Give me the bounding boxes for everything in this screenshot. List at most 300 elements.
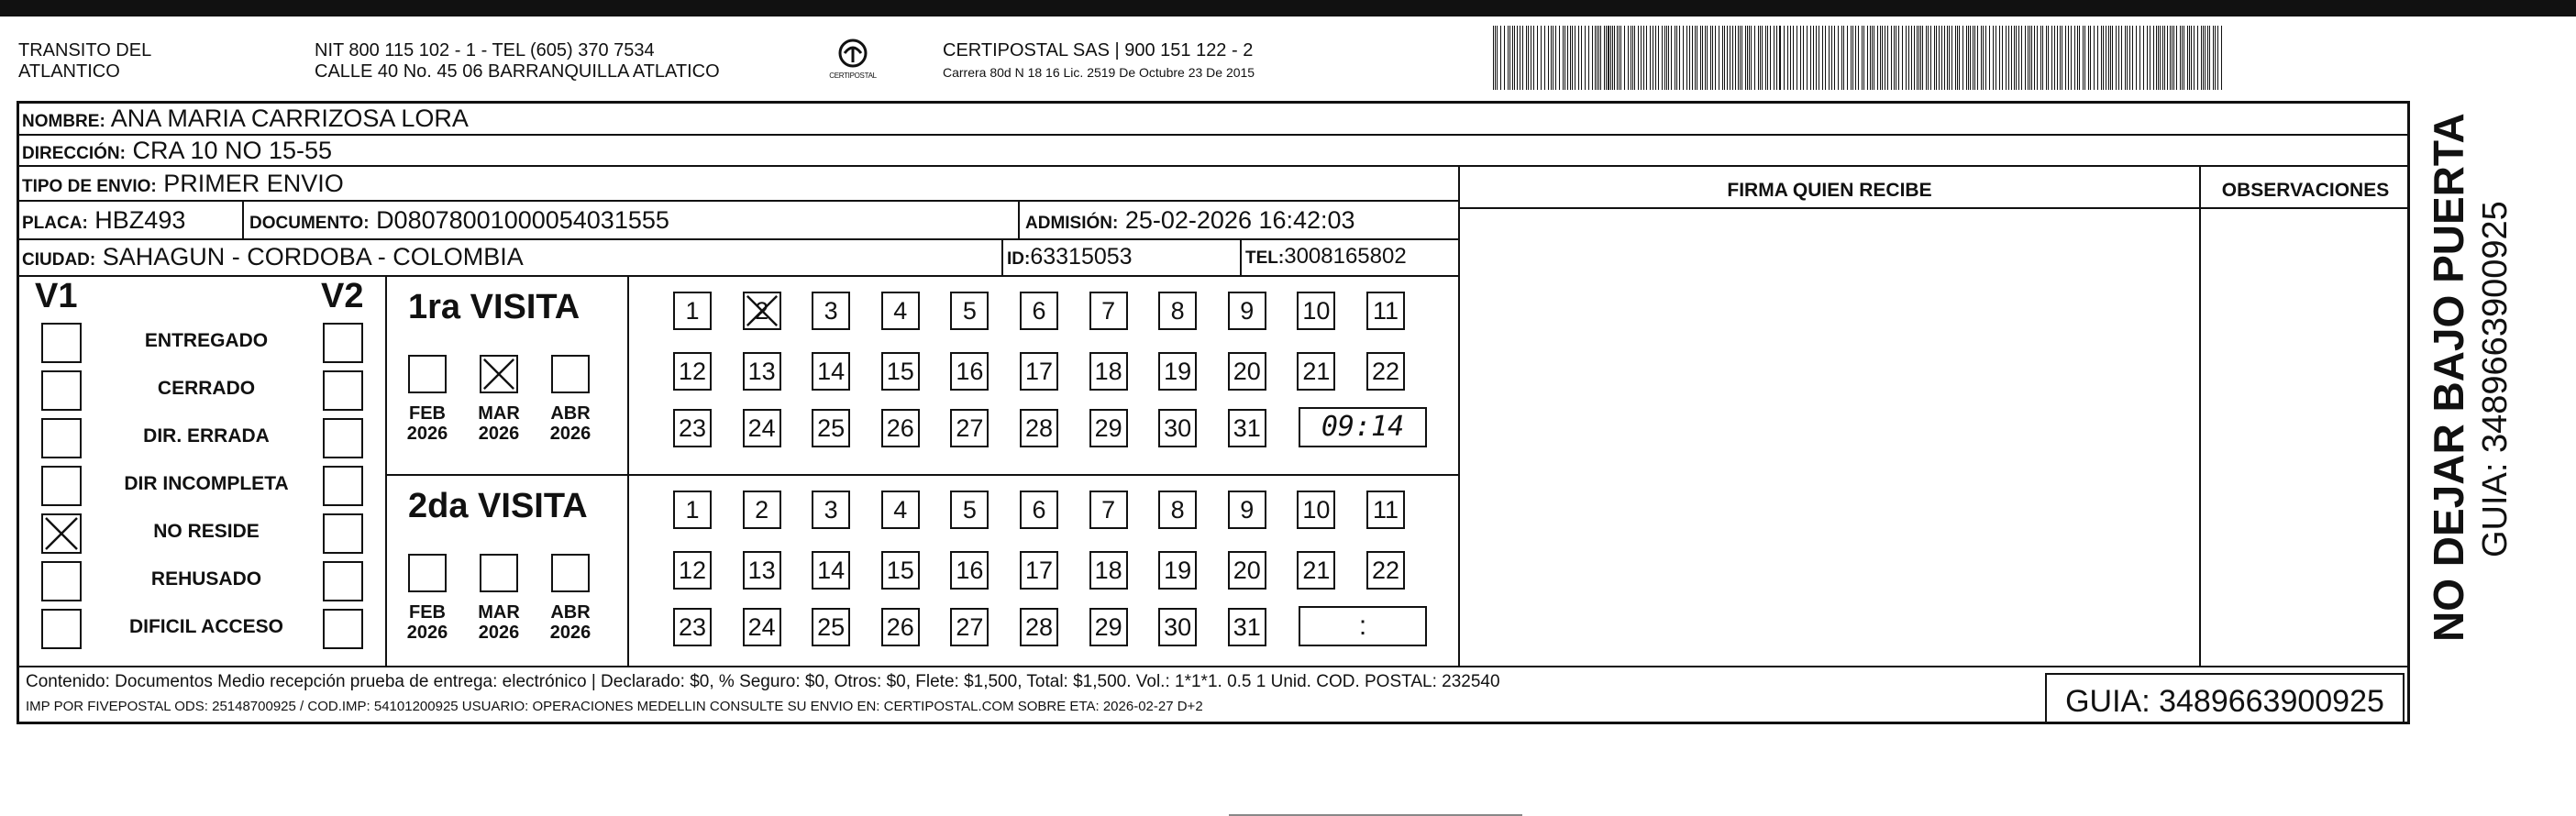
- barcode-bar: [2097, 26, 2098, 90]
- barcode-bar: [1957, 26, 1958, 90]
- barcode-bar: [1803, 26, 1804, 90]
- day-box[interactable]: 28: [1020, 409, 1058, 447]
- barcode: [1493, 26, 2227, 90]
- col-divider: [242, 200, 244, 238]
- barcode-bar: [1610, 26, 1611, 90]
- barcode-bar: [1555, 26, 1556, 90]
- barcode-bar: [1993, 26, 1994, 90]
- day-box[interactable]: 16: [950, 551, 989, 590]
- barcode-bar: [1727, 26, 1728, 90]
- day-box[interactable]: 8: [1158, 292, 1197, 330]
- barcode-bar: [1493, 26, 1494, 90]
- visit-time-box[interactable]: :: [1299, 606, 1427, 646]
- barcode-bar: [1968, 26, 1969, 90]
- barcode-bar: [1962, 26, 1963, 90]
- status-label: DIFICIL ACCESO: [128, 616, 283, 637]
- barcode-bar: [1606, 26, 1607, 90]
- barcode-bar: [1628, 26, 1629, 90]
- barcode-bar: [1816, 26, 1817, 90]
- barcode-bar: [2129, 26, 2130, 90]
- month-label: [467, 602, 531, 643]
- day-box[interactable]: 9: [1228, 491, 1266, 529]
- v1-checkbox[interactable]: [41, 466, 82, 506]
- barcode-bar: [1689, 26, 1690, 90]
- barcode-bar: [2011, 26, 2012, 90]
- barcode-bar: [1831, 26, 1832, 90]
- barcode-bar: [1917, 26, 1918, 90]
- day-box[interactable]: 21: [1297, 352, 1335, 391]
- status-label: DIR INCOMPLETA: [124, 473, 289, 494]
- v2-checkbox[interactable]: [323, 513, 363, 554]
- footer-contents-line: Contenido: Documentos Medio recepción prueba de entrega: electrónico | Declarado: $0, % Seguro: $0, Otros: $0, Flete: $1,500, Total: $1,500. Vol.: 1*1*1. 0.5 1 Unid. COD. POSTAL: 232540: [26, 672, 1500, 691]
- barcode-bar: [2006, 26, 2007, 90]
- col-divider: [1240, 238, 1242, 275]
- barcode-bar: [1517, 26, 1518, 90]
- day-box[interactable]: 19: [1158, 551, 1197, 590]
- barcode-bar: [1951, 26, 1952, 90]
- month-checkbox[interactable]: [480, 355, 518, 393]
- barcode-bar: [1712, 26, 1713, 90]
- day-box[interactable]: 10: [1297, 292, 1335, 330]
- barcode-bar: [1867, 26, 1868, 90]
- barcode-bar: [1619, 26, 1620, 90]
- month-year: 2026: [478, 623, 520, 643]
- certipostal-logo: [829, 37, 877, 87]
- day-box[interactable]: 24: [743, 409, 781, 447]
- barcode-bar: [2158, 26, 2159, 90]
- day-box[interactable]: 16: [950, 352, 989, 391]
- id-value: 63315053: [1030, 244, 1133, 270]
- barcode-bar: [1947, 26, 1948, 90]
- barcode-bar: [1936, 26, 1937, 90]
- barcode-bar: [2139, 26, 2140, 90]
- barcode-bar: [1559, 26, 1560, 90]
- barcode-bar: [1765, 26, 1766, 90]
- barcode-bar: [1528, 26, 1529, 90]
- barcode-bar: [2031, 26, 2032, 90]
- day-box[interactable]: 19: [1158, 352, 1197, 391]
- month-label: [538, 403, 603, 444]
- barcode-bar: [2088, 26, 2089, 90]
- barcode-bar: [1934, 26, 1935, 90]
- month-name: ABR: [550, 403, 591, 424]
- day-box[interactable]: 6: [1020, 491, 1058, 529]
- agency-name-line1: TRANSITO DEL: [18, 40, 152, 61]
- day-box[interactable]: 25: [812, 409, 850, 447]
- barcode-bar: [2077, 26, 2078, 90]
- barcode-bar: [2118, 26, 2119, 90]
- day-box[interactable]: 27: [950, 608, 989, 646]
- barcode-bar: [1509, 26, 1510, 90]
- row-divider: [17, 275, 1458, 277]
- month-label: [395, 403, 459, 444]
- firma-column-header: FIRMA QUIEN RECIBE: [1727, 180, 1932, 201]
- col-divider: [2199, 165, 2201, 666]
- address-line: CALLE 40 No. 45 06 BARRANQUILLA ATLATICO: [315, 61, 720, 82]
- day-box[interactable]: 27: [950, 409, 989, 447]
- tel-field: [1245, 242, 1407, 273]
- barcode-bar: [2054, 26, 2055, 90]
- barcode-bar: [1870, 26, 1871, 90]
- tipo-envio-value: PRIMER ENVIO: [163, 170, 344, 197]
- barcode-bar: [1638, 26, 1639, 90]
- day-box[interactable]: 26: [881, 608, 920, 646]
- barcode-bar: [1793, 26, 1794, 90]
- barcode-bar: [1920, 26, 1921, 90]
- day-box[interactable]: 12: [673, 352, 712, 391]
- barcode-bar: [1926, 26, 1927, 90]
- day-box[interactable]: 31: [1228, 608, 1266, 646]
- barcode-bar: [1855, 26, 1856, 90]
- barcode-bar: [1974, 26, 1975, 90]
- barcode-bar: [1955, 26, 1956, 90]
- barcode-bar: [2101, 26, 2102, 90]
- barcode-bar: [1813, 26, 1814, 90]
- v2-checkbox[interactable]: [323, 323, 363, 363]
- barcode-bar: [2034, 26, 2035, 90]
- barcode-bar: [2090, 26, 2091, 90]
- barcode-bar: [1914, 26, 1915, 90]
- barcode-bar: [1999, 26, 2000, 90]
- barcode-bar: [2037, 26, 2038, 90]
- day-box[interactable]: 22: [1366, 352, 1405, 391]
- v1-checkbox[interactable]: [41, 561, 82, 601]
- barcode-bar: [2048, 26, 2049, 90]
- row-divider: [1458, 207, 2410, 209]
- month-checkbox[interactable]: [408, 554, 447, 592]
- barcode-bar: [1983, 26, 1984, 90]
- visit-divider: [385, 474, 1458, 476]
- day-box[interactable]: 2: [743, 491, 781, 529]
- day-box[interactable]: 20: [1228, 551, 1266, 590]
- month-year: 2026: [549, 424, 591, 444]
- day-box[interactable]: 18: [1089, 352, 1128, 391]
- day-box[interactable]: [743, 292, 781, 330]
- id-field: [1007, 242, 1133, 274]
- barcode-bar: [1745, 26, 1746, 90]
- nombre-field: [22, 104, 469, 137]
- day-box[interactable]: 14: [812, 551, 850, 590]
- barcode-bar: [1724, 26, 1725, 90]
- barcode-bar: [1695, 26, 1696, 90]
- barcode-bar: [1641, 26, 1642, 90]
- barcode-bar: [1838, 26, 1839, 90]
- day-box[interactable]: 11: [1366, 491, 1405, 529]
- day-box[interactable]: 20: [1228, 352, 1266, 391]
- barcode-bar: [1679, 26, 1680, 90]
- col-divider: [1018, 200, 1020, 238]
- barcode-bar: [1604, 26, 1605, 90]
- barcode-bar: [1508, 26, 1509, 90]
- observaciones-column-header: OBSERVACIONES: [2221, 180, 2390, 201]
- day-box[interactable]: 29: [1089, 409, 1128, 447]
- barcode-bar: [2187, 26, 2188, 90]
- day-box[interactable]: 3: [812, 292, 850, 330]
- barcode-bar: [1707, 26, 1708, 90]
- barcode-bar: [1614, 26, 1615, 90]
- day-box[interactable]: 4: [881, 491, 920, 529]
- ciudad-value: SAHAGUN - CORDOBA - COLOMBIA: [102, 243, 524, 270]
- barcode-bar: [1858, 26, 1859, 90]
- agency-name-line2: ATLANTICO: [18, 61, 120, 82]
- barcode-bar: [2205, 26, 2206, 90]
- barcode-bar: [1880, 26, 1881, 90]
- barcode-bar: [2065, 26, 2066, 90]
- day-box[interactable]: 1: [673, 292, 712, 330]
- barcode-bar: [1662, 26, 1663, 90]
- courier-line2: Carrera 80d N 18 16 Lic. 2519 De Octubre 23 De 2015: [943, 65, 1255, 80]
- logo-caption: CERTIPOSTAL: [829, 72, 877, 80]
- day-box[interactable]: 23: [673, 608, 712, 646]
- barcode-bar: [2191, 26, 2192, 90]
- barcode-bar: [1620, 26, 1621, 90]
- barcode-bar: [2084, 26, 2085, 90]
- barcode-bar: [2147, 26, 2148, 90]
- courier-line1: CERTIPOSTAL SAS | 900 151 122 - 2: [943, 40, 1254, 61]
- barcode-bar: [1597, 26, 1598, 90]
- barcode-bar: [1578, 26, 1579, 90]
- day-box[interactable]: 6: [1020, 292, 1058, 330]
- day-box[interactable]: 4: [881, 292, 920, 330]
- barcode-bar: [1985, 26, 1986, 90]
- day-box[interactable]: 3: [812, 491, 850, 529]
- barcode-bar: [1686, 26, 1687, 90]
- placa-value: HBZ493: [94, 206, 186, 234]
- side-guia-number: GUIA: 3489663900925: [2476, 201, 2515, 557]
- barcode-bar: [1800, 26, 1801, 90]
- documento-field: [249, 205, 669, 238]
- day-box[interactable]: 21: [1297, 551, 1335, 590]
- barcode-bar: [2112, 26, 2113, 90]
- barcode-bar: [2182, 26, 2183, 90]
- barcode-bar: [1852, 26, 1853, 90]
- month-name: FEB: [409, 602, 446, 623]
- barcode-bar: [1882, 26, 1883, 90]
- barcode-bar: [2094, 26, 2095, 90]
- barcode-bar: [1592, 26, 1593, 90]
- tel-label: TEL:: [1245, 248, 1285, 268]
- v2-checkbox[interactable]: [323, 561, 363, 601]
- barcode-bar: [2125, 26, 2126, 90]
- day-box[interactable]: 24: [743, 608, 781, 646]
- barcode-bar: [1548, 26, 1549, 90]
- barcode-bar: [2116, 26, 2117, 90]
- day-box[interactable]: 17: [1020, 551, 1058, 590]
- day-box[interactable]: 14: [812, 352, 850, 391]
- day-box[interactable]: 5: [950, 292, 989, 330]
- admision-field: [1025, 205, 1355, 238]
- barcode-bar: [1754, 26, 1755, 90]
- barcode-bar: [1676, 26, 1677, 90]
- barcode-bar: [1751, 26, 1752, 90]
- barcode-bar: [1612, 26, 1613, 90]
- day-box[interactable]: 5: [950, 491, 989, 529]
- day-box[interactable]: 9: [1228, 292, 1266, 330]
- day-box[interactable]: 18: [1089, 551, 1128, 590]
- month-name: FEB: [409, 403, 446, 424]
- barcode-bar: [1843, 26, 1844, 90]
- barcode-bar: [1581, 26, 1582, 90]
- v1-checkbox[interactable]: [41, 370, 82, 411]
- day-box[interactable]: 8: [1158, 491, 1197, 529]
- guia-box: GUIA: 3489663900925: [2045, 673, 2405, 724]
- placa-field: [22, 205, 185, 238]
- barcode-bar: [1930, 26, 1931, 90]
- direccion-value: CRA 10 NO 15-55: [132, 137, 333, 164]
- barcode-bar: [1959, 26, 1960, 90]
- barcode-bar: [2213, 26, 2214, 90]
- barcode-bar: [1634, 26, 1635, 90]
- month-name: MAR: [478, 602, 520, 623]
- barcode-bar: [1514, 26, 1515, 90]
- barcode-bar: [2051, 26, 2052, 90]
- v2-checkbox[interactable]: [323, 370, 363, 411]
- day-box[interactable]: 10: [1297, 491, 1335, 529]
- barcode-bar: [2197, 26, 2198, 90]
- barcode-bar: [1570, 26, 1571, 90]
- direccion-label: DIRECCIÓN:: [22, 144, 126, 163]
- barcode-bar: [1643, 26, 1644, 90]
- v2-checkbox[interactable]: [323, 466, 363, 506]
- barcode-bar: [1740, 26, 1741, 90]
- barcode-bar: [1810, 26, 1811, 90]
- admision-value: 25-02-2026 16:42:03: [1124, 206, 1355, 234]
- day-box[interactable]: 13: [743, 551, 781, 590]
- barcode-bar: [1851, 26, 1852, 90]
- barcode-bar: [2014, 26, 2015, 90]
- day-box[interactable]: 25: [812, 608, 850, 646]
- month-year: 2026: [406, 424, 448, 444]
- barcode-bar: [2207, 26, 2208, 90]
- day-box[interactable]: 13: [743, 352, 781, 391]
- month-checkbox[interactable]: [551, 355, 590, 393]
- barcode-bar: [1664, 26, 1665, 90]
- barcode-bar: [2170, 26, 2171, 90]
- tipo-envio-label: TIPO DE ENVIO:: [22, 177, 157, 196]
- barcode-bar: [1600, 26, 1601, 90]
- month-checkbox[interactable]: [408, 355, 447, 393]
- barcode-bar: [1898, 26, 1899, 90]
- documento-label: DOCUMENTO:: [249, 214, 370, 233]
- month-year: 2026: [478, 424, 520, 444]
- barcode-bar: [1872, 26, 1873, 90]
- placa-label: PLACA:: [22, 214, 88, 233]
- barcode-bar: [1710, 26, 1711, 90]
- barcode-bar: [1646, 26, 1647, 90]
- barcode-bar: [1989, 26, 1990, 90]
- barcode-bar: [2025, 26, 2026, 90]
- col-divider: [1458, 165, 1460, 666]
- v1-checkbox[interactable]: [41, 513, 82, 554]
- day-box[interactable]: 31: [1228, 409, 1266, 447]
- barcode-bar: [1617, 26, 1618, 90]
- visit-title: 2da VISITA: [408, 487, 588, 525]
- day-box[interactable]: 28: [1020, 608, 1058, 646]
- month-label: [467, 403, 531, 444]
- barcode-bar: [1981, 26, 1982, 90]
- barcode-bar: [2194, 26, 2195, 90]
- v1-checkbox[interactable]: [41, 323, 82, 363]
- barcode-bar: [1877, 26, 1878, 90]
- barcode-bar: [2046, 26, 2047, 90]
- day-box[interactable]: 1: [673, 491, 712, 529]
- day-box[interactable]: 7: [1089, 292, 1128, 330]
- month-label: [538, 602, 603, 643]
- footer-print-line: IMP POR FIVEPOSTAL ODS: 25148700925 / COD.IMP: 54101200925 USUARIO: OPERACIONES MEDELLIN CONSULTE SU ENVIO EN: CERTIPOSTAL.COM SOBRE ETA: 2026-02-27 D+2: [26, 699, 1203, 714]
- day-box[interactable]: 12: [673, 551, 712, 590]
- barcode-bar: [1770, 26, 1771, 90]
- admision-label: ADMISIÓN:: [1025, 214, 1119, 233]
- day-box[interactable]: 26: [881, 409, 920, 447]
- barcode-bar: [1668, 26, 1669, 90]
- barcode-bar: [1671, 26, 1672, 90]
- barcode-bar: [1722, 26, 1723, 90]
- barcode-bar: [2180, 26, 2181, 90]
- barcode-bar: [2209, 26, 2210, 90]
- barcode-bar: [1705, 26, 1706, 90]
- barcode-bar: [2156, 26, 2157, 90]
- barcode-bar: [2153, 26, 2154, 90]
- barcode-bar: [1702, 26, 1703, 90]
- barcode-bar: [1512, 26, 1513, 90]
- ciudad-label: CIUDAD:: [22, 250, 96, 270]
- barcode-bar: [1911, 26, 1912, 90]
- v2-checkbox[interactable]: [323, 609, 363, 649]
- day-box[interactable]: 15: [881, 551, 920, 590]
- day-box[interactable]: 7: [1089, 491, 1128, 529]
- barcode-bar: [2008, 26, 2009, 90]
- day-box[interactable]: 30: [1158, 409, 1197, 447]
- month-checkbox[interactable]: [480, 554, 518, 592]
- day-box[interactable]: 23: [673, 409, 712, 447]
- v2-checkbox[interactable]: [323, 418, 363, 458]
- col-divider: [1001, 238, 1003, 275]
- barcode-bar: [2189, 26, 2190, 90]
- month-name: ABR: [550, 602, 591, 623]
- v1-checkbox[interactable]: [41, 418, 82, 458]
- barcode-bar: [1588, 26, 1589, 90]
- day-box[interactable]: 30: [1158, 608, 1197, 646]
- barcode-bar: [2002, 26, 2003, 90]
- barcode-bar: [1522, 26, 1523, 90]
- day-box[interactable]: 22: [1366, 551, 1405, 590]
- v1-checkbox[interactable]: [41, 609, 82, 649]
- barcode-bar: [1741, 26, 1742, 90]
- day-box[interactable]: 15: [881, 352, 920, 391]
- barcode-bar: [1658, 26, 1659, 90]
- barcode-bar: [2121, 26, 2122, 90]
- barcode-bar: [2201, 26, 2202, 90]
- barcode-bar: [1825, 26, 1826, 90]
- visit-time-box[interactable]: 09:14: [1299, 407, 1427, 447]
- status-label: NO RESIDE: [153, 521, 260, 542]
- barcode-bar: [1564, 26, 1565, 90]
- day-box[interactable]: 17: [1020, 352, 1058, 391]
- barcode-bar: [2042, 26, 2043, 90]
- day-box[interactable]: 29: [1089, 608, 1128, 646]
- barcode-bar: [1683, 26, 1684, 90]
- barcode-bar: [1598, 26, 1599, 90]
- barcode-bar: [2029, 26, 2030, 90]
- barcode-bar: [1887, 26, 1888, 90]
- barcode-bar: [1784, 26, 1785, 90]
- barcode-bar: [1700, 26, 1701, 90]
- row-divider: [17, 666, 2410, 667]
- barcode-bar: [2162, 26, 2163, 90]
- day-box[interactable]: 11: [1366, 292, 1405, 330]
- month-checkbox[interactable]: [551, 554, 590, 592]
- barcode-bar: [1779, 26, 1781, 90]
